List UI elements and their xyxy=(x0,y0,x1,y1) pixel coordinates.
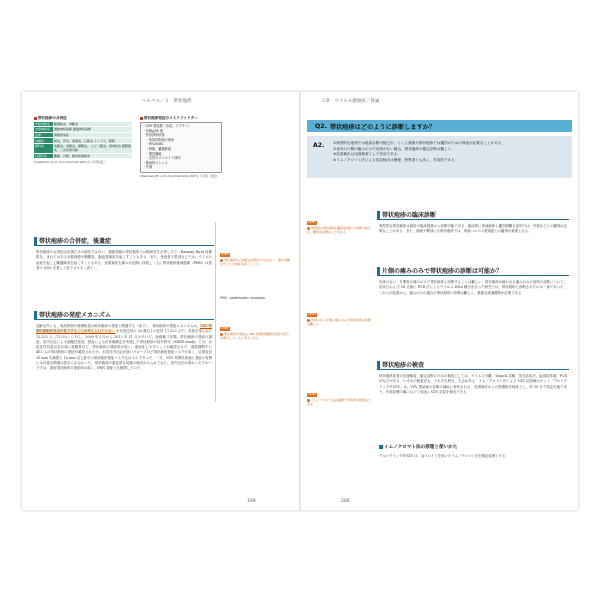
answer-box xyxy=(307,136,572,178)
table-row: 末梢神経系 運動神経麻痺 顔面神経麻痺 xyxy=(34,127,132,133)
sidebar-divider xyxy=(215,222,216,402)
table-row: 眼科系 角膜炎，角膜炎，網膜炎， ぶどう膜炎，視神経炎 網膜壊死，二次性緑内障 xyxy=(35,144,131,153)
point-note-5: POINT イムノクロマト法は簡便で実用的な検査法である xyxy=(307,393,371,407)
risk-factor-caption: (Weinberg JM: J Am Acad Dermatol 2007より引用，改変) xyxy=(140,173,217,178)
point-note-1: POINT 帯状疱疹の合併症は皮膚だけではなく，眼や内臓などにも合併症を起こしうる xyxy=(220,253,290,267)
list-item: ・VZV 感染歴（水痘，ワクチン） xyxy=(142,124,192,129)
section-body-pain-only: 皮疹のない，片側性の痛みのみで帯状疱疹と診断することは難しい．帯状疱疹が疑われる痛みのみの症例の診断について，初診日および 28 日後に PCR 法によるウイルス DNA 検出を行った研究では，帯状疱疹と診断されたのは一部であった．これらの結果から，痛みのみの場合の帯状疱疹の診断は難しく，慎重な経過観察が必要である． xyxy=(379,280,567,295)
section-heading-mechanism: 帯状疱疹の発症メカニズム xyxy=(34,310,214,320)
term-note-phn: PHN：postherpetic neuralgia xyxy=(220,296,265,300)
section-body-complications: 帯状疱疹の合併症は皮膚だけの病変ではない．顔面領域の帯状疱疹では眼病変を合併したり（Ramsay Hunt 症候群を，まれではあるが脳神経や髄膜炎，脳血管障害を起こすこともある．また，免疫低下患者などでは，ウイルス血症を起こし臓器障害を起こすこともある．皮膚病変も痛みが長期に持続し（主に帯状疱疹後神経痛（PHN）は患者の QOL を著しく低下させる（表１）． xyxy=(36,250,212,270)
section-body-mechanism xyxy=(36,324,212,372)
point-badge: POINT xyxy=(308,313,316,316)
list-item: ・移植，臓器移植 xyxy=(142,147,172,152)
question-text: 帯状疱疹はどのように診断しますか？ xyxy=(329,123,436,131)
point-badge: POINT xyxy=(308,221,316,224)
answer-list xyxy=(333,141,569,163)
mechanism-highlight: VZV 特異的細胞性免疫が低下することが考えられている． xyxy=(36,324,212,334)
table-row: 皮膚 細菌感染症 xyxy=(34,132,132,138)
heading-bar xyxy=(377,211,380,219)
mechanism-rest: 小豆島住民の 50 歳以上の住民 17,323 人中，同意を得られた 12,522 人（72.3％）に対し，2009 年４月から 2012 年 11 月のあいだ，登録後３年間，帯状疱疹の発症の調査，皮内反応による細胞性免疫，採血による抗体価測定を実施した帯状疱疹の疫学研究（SHEZ study）では，水痘皮内抗原反応が弱い被験者ほど，帯状疱疹の発症率が高く，重症化しやすいことが確認された．調査期間中に 401 人の帯状疱疹の発症が確認されたが，水痘皮内反応が陰いグループほど帯状疱疹発症リスクが高く，紅斑直径 10 mm 未満群と 10 mm 以上群での帯状疱疹発症リスク比は 3.2 であった．一方，VZV 特異抗体価と発症の有無には有意な関連は認められなかった．帯状疱疹の重症度も同様の傾向がみられており，皮内反応が弱かったグループでは，重症帯状疱疹の発症率が高く，PHN 発症とも相関していた． xyxy=(36,329,213,371)
list-item: ・免疫抑制状態 xyxy=(142,133,165,138)
list-item: ・年齢≧50 歳 xyxy=(142,128,163,133)
subheading-marker xyxy=(379,445,383,449)
list-item: ・HIV/AIDS xyxy=(142,142,164,147)
complications-box-title: 帯状疱疹の合併症 xyxy=(34,116,132,121)
question-bar xyxy=(307,120,572,132)
point-badge: POINT xyxy=(221,327,229,330)
point-badge: POINT xyxy=(221,253,229,256)
heading-bar xyxy=(377,361,380,369)
list-item: ・悪性腫瘍 xyxy=(142,151,162,156)
mechanism-lead: 加齢以外にも，免疫抑制や基礎疾患は帯状疱疹の発症と関連する（表２）．帯状疱疹の発症メカニズムは， xyxy=(36,324,201,328)
list-item: ・免疫抑制剤の使用 xyxy=(142,137,175,142)
table-row: 内臓系 肺炎，肝炎，食道炎，心筋炎 イレウス，膀胱 xyxy=(34,138,132,144)
list-item: ・自然のステロイド使用 xyxy=(142,156,181,161)
right-page-number: 200 xyxy=(341,499,350,504)
subheading-immunochromatography: イムノクロマト法の原理と使いかた xyxy=(379,444,457,450)
section-heading-pain-only: 片側の痛みのみで帯状疱疹の診断は可能か？ xyxy=(377,266,569,276)
section-body-clinical-diagnosis: 典型的な帯状疱疹は視診や臨床経過から診断可能である．臨床的に単純疱疹と鑑別困難な症例では，丹毒などとの鑑別が必要なことがある．また，顔面や臀部にも帯状疱疹では，単純ヘルペス感染症との鑑別が重要となる． xyxy=(379,224,567,234)
book-spread xyxy=(22,92,578,510)
heading-bar xyxy=(34,311,37,319)
section-body-immunochromatography: デルマクイック®VZV は，金コロイドを用いたイムノクロマト法を測定原理とする． xyxy=(379,454,509,458)
complications-caption: (Cvjetkovic et al.: Clin Infect Dis 2007より引用改変) xyxy=(34,160,105,165)
heading-bar xyxy=(34,237,37,245)
right-page xyxy=(301,92,578,510)
section-heading-tests: 帯状疱疹の検査 xyxy=(377,360,569,370)
section-heading-clinical-diagnosis: 帯状疱疹の臨床診断 xyxy=(377,210,569,220)
point-badge: POINT xyxy=(308,393,316,396)
complications-box xyxy=(34,116,132,165)
table-row: 耳鼻科系 難聴，耳鳴，膝神経痛障害 xyxy=(34,153,132,159)
risk-factor-box xyxy=(140,116,222,178)
point-note-3: POINT 典型的な帯状疱疹は臨床経過から診断可能だが，鑑別が必要なことがある xyxy=(307,221,372,235)
section-body-tests: 帯状疱疹患者の迅速検査，確定診断のための検査としては，ウイルス分離，Tzanck 試験，蛍光抗体法，血清抗体価，PCR 法などがある．いずれの検査法も，それぞれ利点，欠点がある．イムノクロマト法による VZV 抗原検出キット「デルマクイック®VZV」は，VZV 感染症の診断の補助に使用される．皮膚病変からの擦過物を検体とし，約 10 分で判定可能であり，外来診療の場において迅速に VZV 抗原を検出できる． xyxy=(379,374,567,394)
list-item: ②身体の片側の痛みのみで皮疹がない場合，帯状疱疹の確定診断は難しい． xyxy=(333,146,455,151)
list-item: ③抗原検出は迅速検査として有用である． xyxy=(333,152,401,157)
list-item: ④イムノクロマト法による抗原検出は簡便，特異度とも高く，実用的である． xyxy=(333,157,459,162)
right-running-head: ３章 ウイルス感染症／各論 xyxy=(321,99,380,104)
risk-factor-box-title: 帯状疱疹発症のリスクファクター xyxy=(140,116,222,121)
answer-label: A2. xyxy=(313,142,325,149)
heading-bar xyxy=(377,267,380,275)
question-number: Q2. xyxy=(315,122,327,130)
section-heading-complications: 帯状疱疹の合併症，後遺症 xyxy=(34,236,214,246)
list-item: ・外傷 xyxy=(142,165,153,170)
left-page xyxy=(22,92,299,510)
point-note-4: POINT 皮疹のない片側の痛みのみで帯状疱疹の診断は難しい xyxy=(307,313,372,327)
left-running-head: ヘルペス／３ 帯状疱疹 xyxy=(142,99,192,104)
list-item: ・精神的ストレス xyxy=(142,160,168,165)
risk-factor-list xyxy=(140,122,222,173)
table-row: 中枢神経系 髄膜脳炎，脊髄炎 xyxy=(34,122,132,127)
left-page-number: 199 xyxy=(247,499,256,504)
complications-table xyxy=(34,122,132,160)
list-item: ①典型的な症例では臨床診断可能だが，とくに顔面や帯状疱疹では鑑別のための検査が必要なことがある． xyxy=(333,141,506,145)
point-note-2: POINT 帯状疱疹の発症は VZV 特異的細胞性免疫の低下が関与していると考えられる xyxy=(220,327,290,341)
